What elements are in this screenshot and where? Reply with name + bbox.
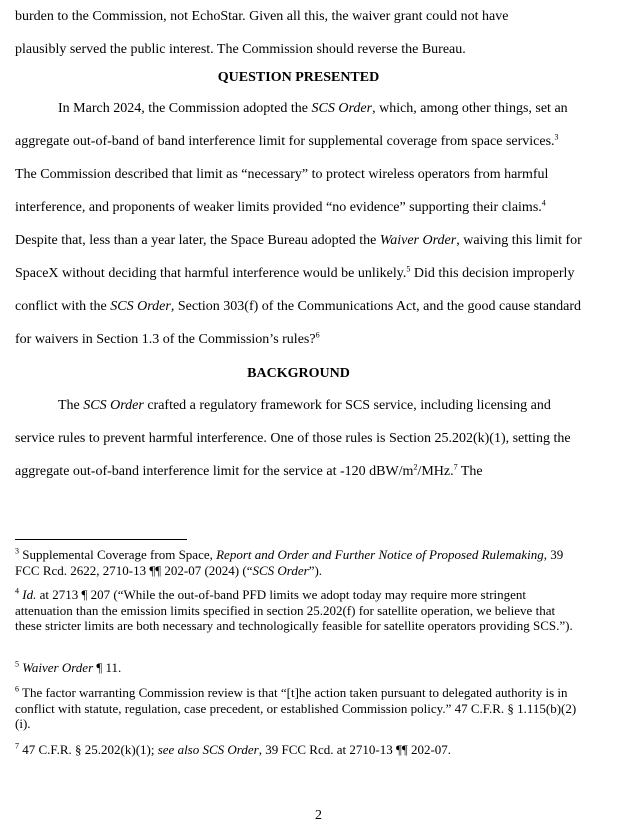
background-paragraph [15,389,582,488]
fn4-italic-1: Id. [22,587,37,602]
fn3-text-3: ”). [308,562,323,578]
question-presented-heading: QUESTION PRESENTED [217,70,380,85]
footnote-number: 3 [15,546,19,556]
fn4-text-1: at 2713 ¶ 207 (“While the out-of-band PFD limits we adopt today may require more stringent attenuation than the emission limits specified in section 25.202(f) for satellite operation, we believe that these stricter limits are both necessary and technologically feasible for satellite operators providing SCS.”). [15,587,573,633]
page-number: 2 [315,808,322,823]
footnote-ref-4[interactable]: 4 [541,198,546,208]
footnote-ref-7[interactable]: 7 [453,462,458,472]
footnote-separator [15,539,187,540]
footnote-ref-5[interactable]: 5 [406,264,411,274]
bg-scs-order-ref: SCS Order [83,398,144,413]
footnote-3 [15,547,585,578]
footnote-6 [15,685,585,732]
footnote-number: 4 [15,586,19,596]
qp-text-5: , waiving this limit for SpaceX without deciding that harmful interference would be unlikely. [15,233,582,281]
footnote-ref-3[interactable]: 3 [554,132,559,142]
qp-waiver-order-ref: Waiver Order [379,233,457,248]
footnote-ref-6[interactable]: 6 [315,330,320,340]
fn5-text-1: ¶ 11. [93,660,122,675]
bg-text-1: The [58,398,84,413]
fn3-text-1: Supplemental Coverage from Space, [19,547,217,562]
footnote-7 [15,742,585,758]
fn6-text-1: The factor warranting Commission review is that “[t]he action taken pursuant to delegated authority is in conflict with statute, regulation, case precedent, or established Commission policy.” 47 C.F.R. § 1.115(b)(2)(i). [15,685,577,731]
qp-text-2: , which, among other things, set an aggregate out-of-band of band interference limit for supplemental coverage from space services. [15,101,568,149]
footnote-number: 7 [15,741,19,751]
qp-scs-order-ref-2: SCS Order [110,299,171,314]
bg-text-4: The [457,464,483,479]
question-presented-paragraph [15,92,582,356]
fn5-italic-1: Waiver Order [22,660,94,675]
fn3-text-2: , 39 FCC Rcd. 2622, 2710-13 ¶¶ 202-07 (2024) (“ [15,547,564,578]
qp-text-4: Despite that, less than a year later, the Space Bureau adopted the [15,233,380,248]
carryover-line-1: burden to the Commission, not EchoStar. Given all this, the waiver grant could not have [15,9,509,24]
qp-scs-order-ref: SCS Order [311,101,373,116]
footnote-number: 5 [15,659,19,669]
footnote-4 [15,587,585,634]
background-heading: BACKGROUND [247,366,350,381]
fn7-italic-1: see also SCS Order [157,742,259,757]
footnote-5 [15,660,585,676]
bg-text-2: crafted a regulatory framework for SCS service, including licensing and service rules to prevent harmful interference. One of those rules is Section 25.202(k)(1), setting the aggregate out-of-band interference limit for the service at -120 dBW/m [15,398,571,479]
qp-text-3: The Commission described that limit as “necessary” to protect wireless operators from harmful interference, and proponents of weaker limits provided “no evidence” supporting their claims. [15,167,549,215]
fn7-text-1: 47 C.F.R. § 25.202(k)(1); [19,742,158,757]
qp-text-7: , Section 303(f) of the Communications Act, and the good cause standard for waivers in Section 1.3 of the Commission’s rules? [15,299,581,347]
fn7-text-2: , 39 FCC Rcd. at 2710-13 ¶¶ 202-07. [258,742,452,757]
footnote-number: 6 [15,684,19,694]
carryover-line-2: plausibly served the public interest. The Commission should reverse the Bureau. [15,42,466,57]
qp-text-1: In March 2024, the Commission adopted the [58,101,312,116]
unit-superscript: 2 [413,462,418,472]
qp-text-6: Did this decision improperly conflict with the [15,266,575,314]
bg-text-3: /MHz. [417,464,454,479]
fn3-italic-2: SCS Order [252,562,309,578]
fn3-italic-1: Report and Order and Further Notice of Proposed Rulemaking [216,547,544,562]
carryover-paragraph [15,0,582,66]
